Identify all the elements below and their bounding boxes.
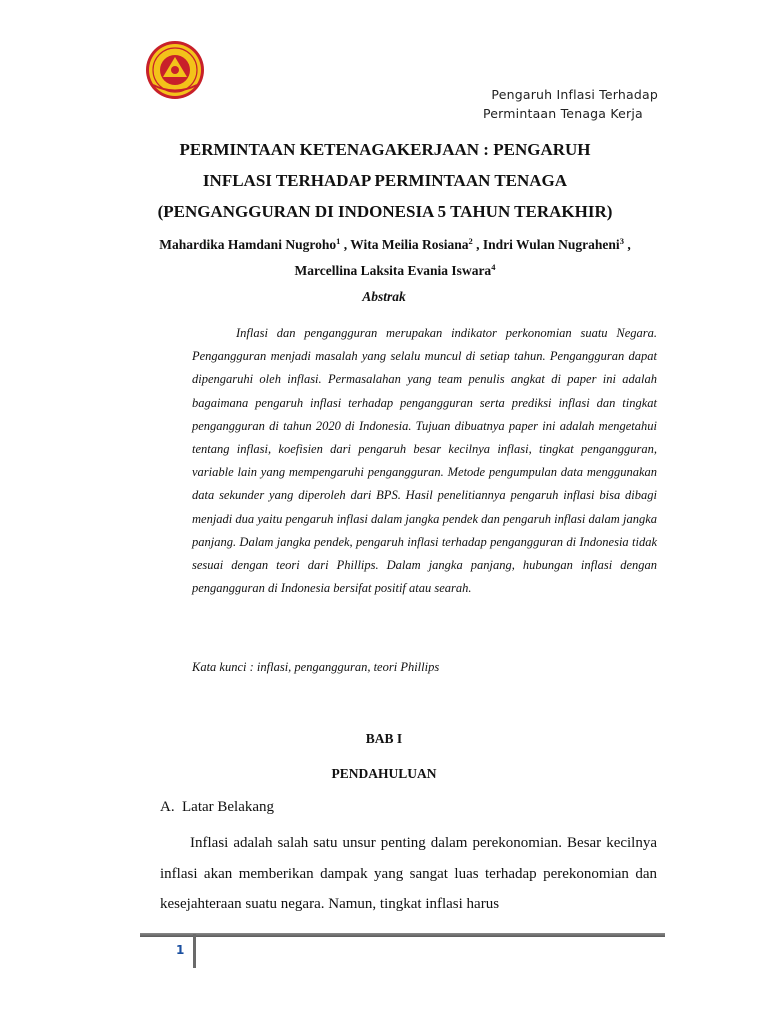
author-affiliation-mark: 4 xyxy=(491,262,496,272)
author-name: Mahardika Hamdani Nugroho xyxy=(159,237,337,252)
section-title: Latar Belakang xyxy=(182,799,275,815)
abstract-heading: Abstrak xyxy=(362,289,406,304)
chapter-number: BAB I xyxy=(365,731,403,746)
author-name: Wita Meilia Rosiana xyxy=(350,237,469,252)
author-affiliation-mark: 1 xyxy=(336,236,341,246)
author-separator: , xyxy=(472,237,483,252)
chapter-title: PENDAHULUAN xyxy=(331,766,437,781)
paper-title-line2: INFLASI TERHADAP PERMINTAAN TENAGA xyxy=(202,171,568,190)
abstract-body: Inflasi dan pengangguran merupakan indikator perkonomian suatu Negara. Pengangguran menjadi masalah yang selalu muncul di setiap tahun. Pengangguran dapat dipengaruhi oleh inflasi. Permasalahan yang team penulis angkat di paper ini adalah bagaimana pengaruh inflasi terhadap pengangguran serta prediksi inflasi dan tingkat pengangguran di tahun 2020 di Indonesia. Tujuan dibuatnya paper ini adalah mengetahui tentang inflasi, koefisien dari pengaruh besar kecilnya inflasi, tingkat pengangguran, variable lain yang mempengaruhi pengangguran. Metode pengumpulan data menggunakan data sekunder yang diperoleh dari BPS. Hasil penelitiannya pengaruh inflasi bisa dibagi menjadi dua yaitu pengaruh inflasi dalam jangka pendek dan pengaruh inflasi dalam jangka panjang. Dalam jangka pendek, pengaruh inflasi terhadap pengangguran di Indonesia tidak sesuai dengan teori dari Phillips. Dalam jangka panjang, hubungan inflasi dengan pengangguran di Indonesia bersifat positif atau searah. xyxy=(192,326,657,596)
section-marker: A. xyxy=(160,799,175,815)
running-header xyxy=(440,85,658,123)
author-name: Indri Wulan Nugraheni xyxy=(482,237,620,252)
paper-title-line3: (PENGANGGURAN DI INDONESIA 5 TAHUN TERAKHIR) xyxy=(157,202,613,221)
paper-title-line1: PERMINTAAN KETENAGAKERJAAN : PENGARUH xyxy=(179,140,591,159)
author-separator: , xyxy=(340,237,351,252)
university-seal-icon xyxy=(145,40,205,100)
section-heading xyxy=(160,799,274,816)
running-header-line2: Permintaan Tenaga Kerja xyxy=(483,106,643,121)
author-list xyxy=(150,232,640,284)
page-number: 1 xyxy=(176,943,185,957)
footer-rule xyxy=(140,933,665,937)
footer-divider xyxy=(193,934,196,968)
author-affiliation-mark: 3 xyxy=(619,236,624,246)
running-header-line1: Pengaruh Inflasi Terhadap xyxy=(491,87,658,102)
author-separator: , xyxy=(623,237,631,252)
paper-title xyxy=(120,134,650,227)
keywords: Kata kunci : inflasi, pengangguran, teori Phillips xyxy=(192,660,440,674)
author-name: Marcellina Laksita Evania Iswara xyxy=(294,263,492,278)
author-affiliation-mark: 2 xyxy=(468,236,473,246)
body-paragraph: Inflasi adalah salah satu unsur penting dalam perekonomian. Besar kecilnya inflasi akan memberikan dampak yang sangat luas terhadap perekonomian dan kesejahteraan suatu negara. Namun, tingkat inflasi harus xyxy=(160,835,657,912)
